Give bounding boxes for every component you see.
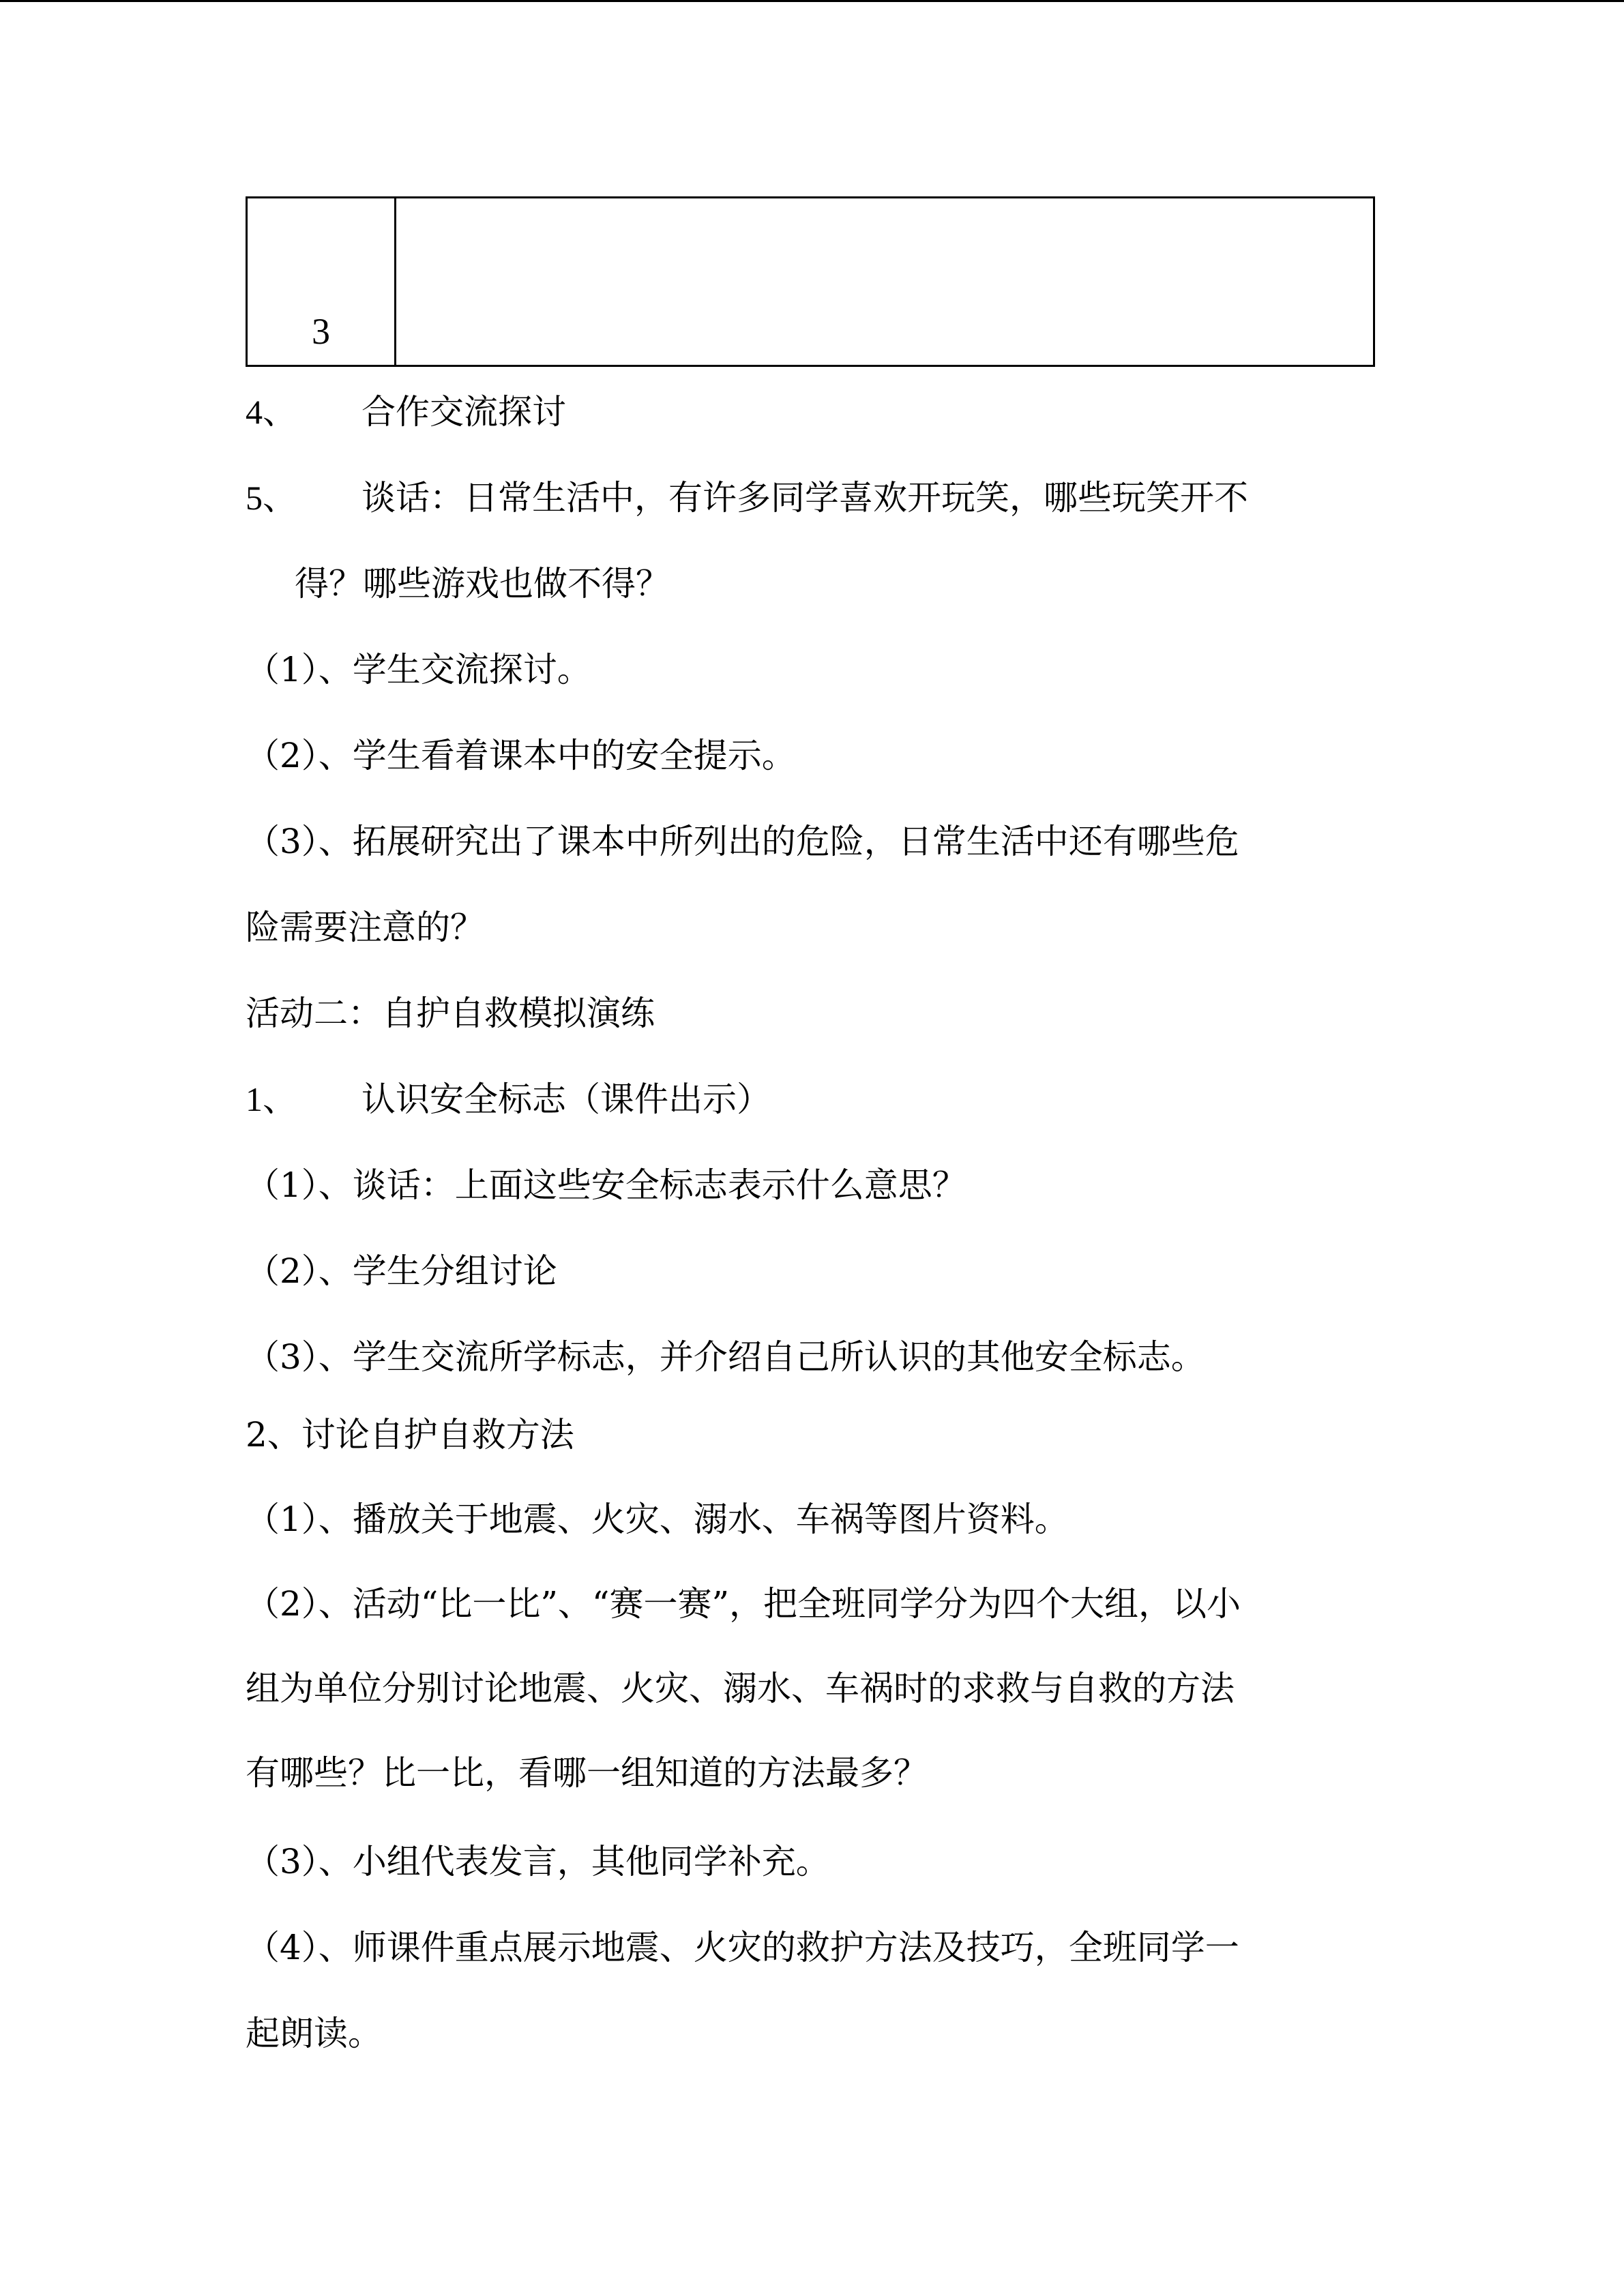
table-column-divider — [394, 198, 396, 365]
activity-2-item-1-number: 1、 — [246, 1080, 297, 1118]
activity-2-item-2-sub-4-line2: 起朗读。 — [246, 2014, 382, 2053]
activity-2-item-2-sub-2-line2: 组为单位分别讨论地震、火灾、溺水、车祸时的求救与自救的方法 — [246, 1669, 1235, 1708]
item-5-text-line2: 得？哪些游戏也做不得？ — [295, 564, 670, 603]
activity-2-item-1-sub-1: （1）、谈话：上面这些安全标志表示什么意思？ — [246, 1165, 966, 1205]
activity-2-item-1-sub-3: （3）、学生交流所学标志，并介绍自己所认识的其他安全标志。 — [246, 1337, 1205, 1377]
item-5-number: 5、 — [246, 479, 297, 517]
item-5-text-line1: 谈话：日常生活中，有许多同学喜欢开玩笑，哪些玩笑开不 — [361, 478, 1248, 518]
activity-2-item-2-sub-1: （1）、播放关于地震、火灾、溺水、车祸等图片资料。 — [246, 1500, 1069, 1539]
table-row-number: 3 — [312, 311, 330, 352]
activity-2-heading: 活动二：自护自救模拟演练 — [246, 994, 655, 1033]
activity-2-item-1-sub-2: （2）、学生分组讨论 — [246, 1251, 557, 1291]
sub-item-3-line1: （3）、拓展研究出了课本中所列出的危险，日常生活中还有哪些危 — [246, 822, 1239, 861]
sub-item-1: （1）、学生交流探讨。 — [246, 650, 591, 689]
activity-2-item-2-sub-2-line3: 有哪些？比一比，看哪一组知道的方法最多？ — [246, 1753, 928, 1793]
sub-item-2: （2）、学生看着课本中的安全提示。 — [246, 736, 796, 775]
item-4-text: 合作交流探讨 — [361, 392, 566, 432]
activity-2-item-2-heading: 2、讨论自护自救方法 — [246, 1415, 574, 1455]
top-border-line — [0, 0, 1624, 2]
activity-2-item-2-sub-4-line1: （4）、师课件重点展示地震、火灾的救护方法及技巧，全班同学一 — [246, 1928, 1239, 1967]
activity-2-item-1-text: 认识安全标志（课件出示） — [361, 1079, 771, 1119]
activity-2-item-2-sub-3: （3）、小组代表发言，其他同学补充。 — [246, 1842, 830, 1881]
lesson-table-row — [246, 196, 1375, 367]
activity-2-item-2-sub-2-line1: （2）、活动“比一比”、“赛一赛”，把全班同学分为四个大组，以小 — [246, 1584, 1241, 1624]
sub-item-3-line2: 险需要注意的？ — [246, 908, 484, 947]
item-4-number: 4、 — [246, 393, 297, 431]
